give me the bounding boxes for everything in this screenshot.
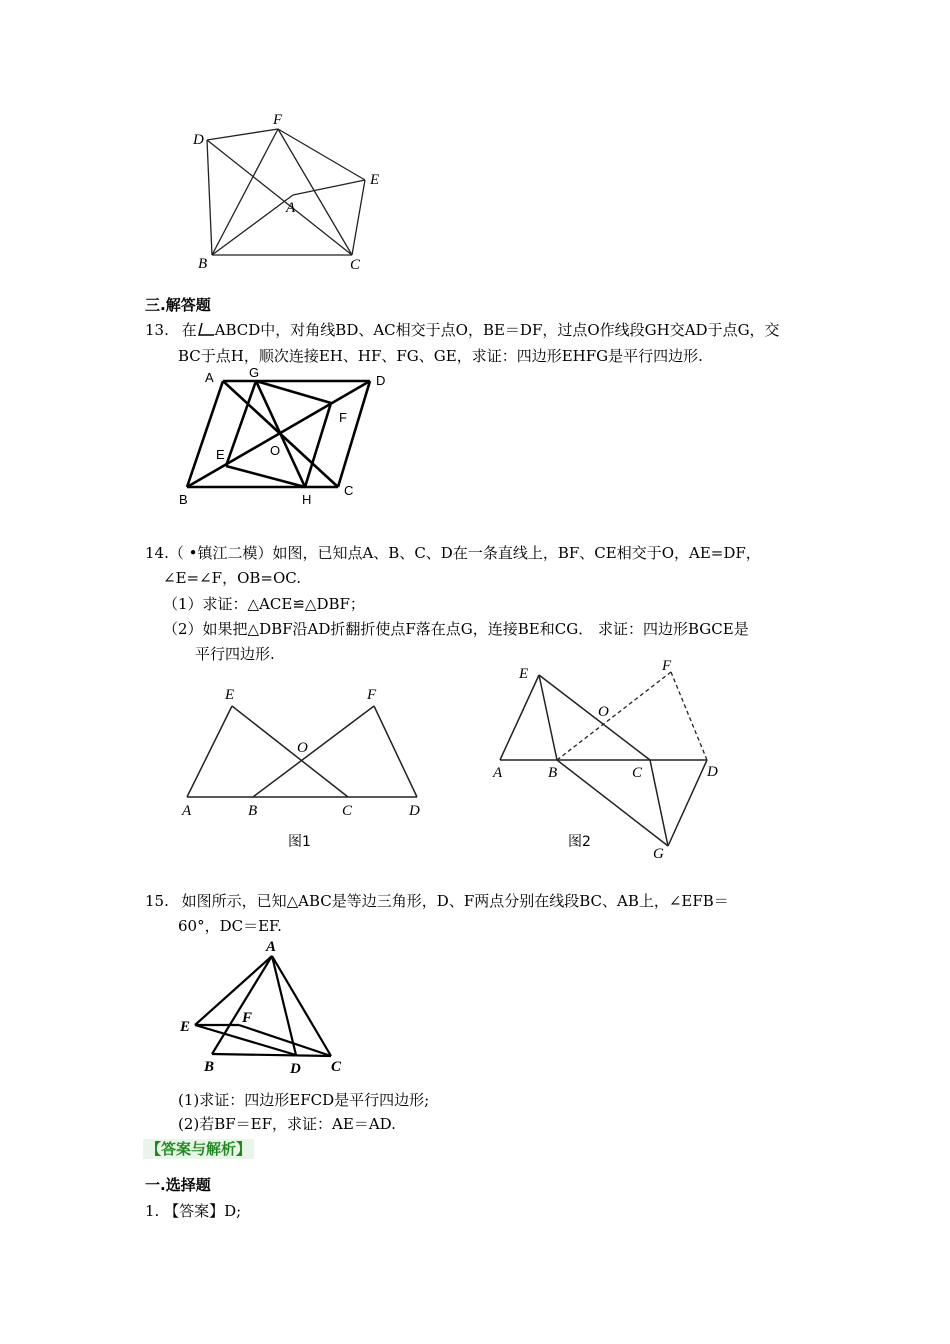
q15-part2: (2)若BF＝EF，求证：AE＝AD. bbox=[178, 1115, 396, 1133]
seg-AC bbox=[272, 956, 331, 1056]
label-F: F bbox=[662, 658, 672, 674]
seg-DF bbox=[374, 706, 417, 797]
label-D: D bbox=[290, 1061, 301, 1077]
label-C: C bbox=[344, 483, 354, 498]
seg-CG bbox=[650, 760, 668, 846]
label-C: C bbox=[350, 257, 361, 273]
seg-FB bbox=[253, 706, 374, 797]
figure-q13-parallelogram bbox=[170, 365, 400, 510]
seg-FE bbox=[278, 129, 365, 180]
seg-FB bbox=[212, 129, 278, 255]
q15-text1: 如图所示，已知△ABC是等边三角形，D、F两点分别在线段BC、AB上，∠EFB＝ bbox=[181, 892, 729, 910]
seg-DG bbox=[668, 760, 707, 846]
label-A: A bbox=[286, 200, 296, 216]
label-F: F bbox=[339, 410, 347, 425]
seg-BC bbox=[212, 1054, 331, 1056]
label-D: D bbox=[193, 132, 204, 148]
figure-pentagon bbox=[185, 105, 395, 275]
label-B: B bbox=[248, 803, 258, 819]
label-G: G bbox=[653, 846, 664, 862]
answer-header: 【答案与解析】 bbox=[143, 1139, 254, 1159]
q15-line1 bbox=[145, 891, 729, 911]
seg-EC bbox=[539, 675, 650, 760]
label-D: D bbox=[409, 803, 420, 819]
label-E: E bbox=[370, 172, 380, 188]
seg-EC bbox=[232, 706, 348, 797]
label-E: E bbox=[180, 1019, 191, 1035]
seg-GE bbox=[226, 381, 256, 466]
seg-BA bbox=[187, 381, 223, 487]
label-F: F bbox=[273, 112, 283, 128]
seg-EB bbox=[539, 675, 557, 760]
answer-section1-title: 一.选择题 bbox=[145, 1176, 211, 1194]
label-D: D bbox=[376, 373, 386, 388]
figure-q14-fig1 bbox=[175, 680, 435, 855]
q14-part2-line2: 平行四边形. bbox=[195, 645, 275, 663]
seg-EC bbox=[352, 180, 365, 255]
label-E: E bbox=[519, 666, 529, 682]
q14-part2-line1: （2）如果把△DBF沿AD折翻折使点F落在点G，连接BE和CG． 求证：四边形BGCE是 bbox=[163, 620, 749, 638]
seg-GH bbox=[256, 381, 305, 487]
q14-line1 bbox=[145, 543, 761, 563]
seg-DF bbox=[207, 129, 278, 140]
q14-line2: ∠E=∠F，OB=OC. bbox=[163, 569, 301, 587]
fig2-caption: 图2 bbox=[568, 834, 591, 850]
answer-item1: 1. 【答案】D; bbox=[145, 1202, 242, 1220]
seg-GF bbox=[256, 381, 331, 403]
q14-text1: （ •镇江二模）如图，已知点A、B、C、D在一条直线上，BF、CE相交于O，AE=DF， bbox=[168, 544, 761, 562]
label-E: E bbox=[216, 447, 225, 462]
label-A: A bbox=[182, 803, 192, 819]
label-B: B bbox=[198, 256, 208, 272]
label-A: A bbox=[266, 939, 277, 955]
parallelogram-icon bbox=[197, 322, 215, 336]
label-C: C bbox=[632, 765, 643, 781]
seg-AE bbox=[187, 706, 232, 797]
q15-number: 15. bbox=[145, 892, 169, 910]
label-O: O bbox=[297, 740, 308, 756]
q13-line1 bbox=[145, 320, 780, 340]
label-F: F bbox=[242, 1010, 253, 1026]
label-H: H bbox=[302, 492, 312, 507]
label-C: C bbox=[342, 803, 353, 819]
label-D: D bbox=[707, 764, 718, 780]
label-O: O bbox=[598, 704, 609, 720]
label-C: C bbox=[331, 1059, 342, 1075]
label-G: G bbox=[249, 365, 260, 380]
seg-DC bbox=[207, 140, 352, 255]
figure-q14-fig2 bbox=[485, 655, 725, 865]
label-E: E bbox=[225, 687, 235, 703]
label-A: A bbox=[205, 370, 214, 385]
q15-line2: 60°，DC＝EF. bbox=[178, 917, 282, 935]
q13-pre: 在 bbox=[181, 321, 197, 339]
q13-line2: BC于点H，顺次连接EH、HF、FG、GE，求证：四边形EHFG是平行四边形. bbox=[178, 347, 703, 365]
q14-number: 14. bbox=[145, 544, 169, 562]
label-O: O bbox=[270, 443, 281, 458]
seg-FD-dashed bbox=[671, 672, 707, 760]
seg-EH bbox=[226, 466, 305, 487]
label-A: A bbox=[493, 765, 503, 781]
seg-AE bbox=[500, 675, 539, 760]
seg-FC bbox=[278, 129, 352, 255]
q15-part1: (1)求证：四边形EFCD是平行四边形; bbox=[178, 1091, 430, 1109]
section-title: 三.解答题 bbox=[145, 296, 211, 314]
seg-EA bbox=[195, 956, 272, 1025]
q13-post: ABCD中，对角线BD、AC相交于点O，BE＝DF，过点O作线段GH交AD于点G，交 bbox=[214, 321, 780, 339]
label-B: B bbox=[204, 1059, 215, 1075]
label-B: B bbox=[548, 765, 558, 781]
seg-BF-dashed bbox=[557, 672, 671, 760]
seg-AE bbox=[293, 180, 365, 195]
q14-part1: （1）求证：△ACE≌△DBF； bbox=[163, 595, 365, 613]
label-F: F bbox=[367, 687, 377, 703]
q13-number: 13. bbox=[145, 321, 169, 339]
label-B: B bbox=[179, 492, 188, 507]
fig1-caption: 图1 bbox=[288, 834, 311, 850]
seg-BA bbox=[212, 195, 293, 255]
figure-q15-triangle bbox=[175, 935, 355, 1080]
seg-BD bbox=[207, 140, 212, 255]
